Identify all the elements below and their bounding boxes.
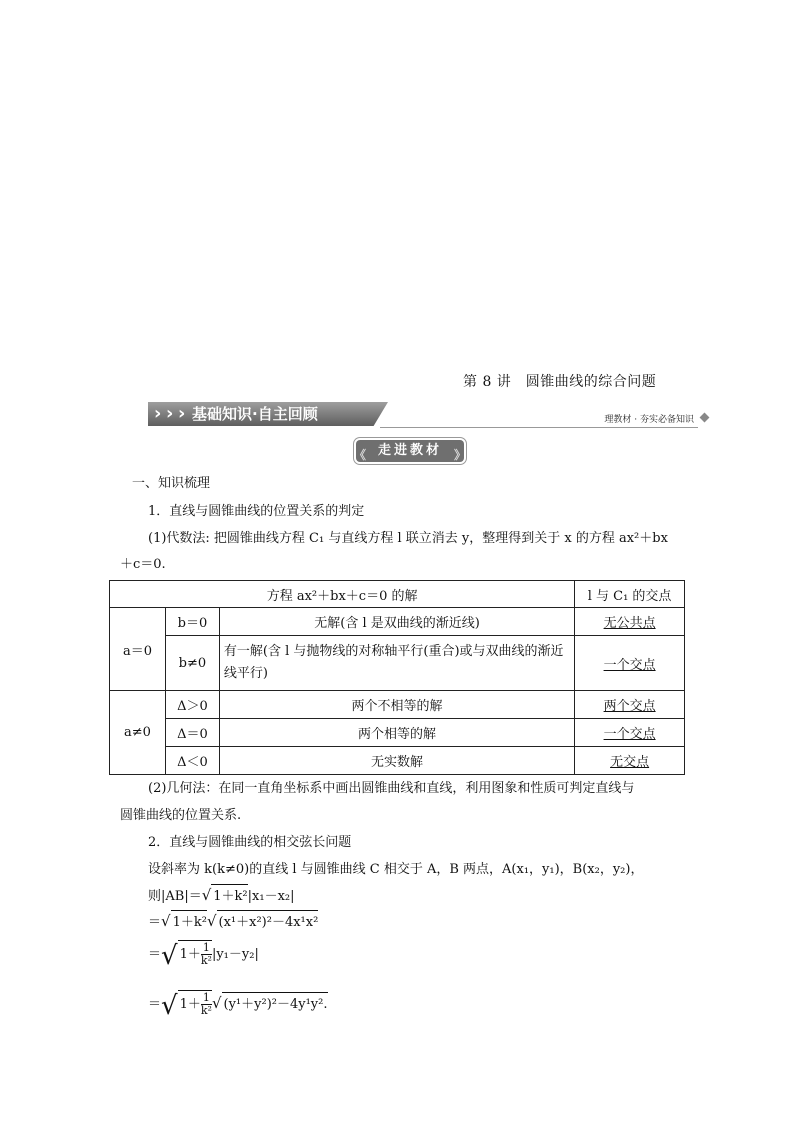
table-row: [110, 691, 685, 719]
item1-geometric-line2: 圆锥曲线的位置关系.: [120, 808, 242, 823]
formula-suffix: |y₁－y₂|: [211, 947, 259, 962]
sqrt-icon: √: [201, 886, 212, 904]
chevron-right-icon: ›: [154, 403, 162, 424]
formula-term: 1＋: [179, 997, 201, 1012]
enter-textbook-button[interactable]: [356, 440, 464, 462]
sqrt-icon: √: [211, 994, 222, 1012]
fraction-denominator: k²: [200, 1004, 212, 1017]
fraction: [201, 942, 212, 967]
formula-prefix: ＝: [148, 947, 162, 962]
formula-line-2: [148, 910, 318, 930]
formula-line-4: [148, 990, 328, 1021]
table-row: [110, 608, 685, 636]
item2-heading: 2．直线与圆锥曲线的相交弦长问题: [148, 835, 352, 850]
sqrt-icon: √: [206, 912, 217, 930]
chevron-right-icon: ›: [166, 403, 174, 424]
banner-title: 基础知识·自主回顾: [192, 405, 318, 423]
sqrt-body: 1＋k²: [211, 884, 247, 904]
bracket-right-icon: 》: [453, 448, 466, 462]
group-a-zero: a＝0: [110, 608, 166, 691]
table-row: [110, 636, 685, 691]
sqrt-icon: √: [161, 941, 178, 971]
sqrt-body: (y¹＋y²)²－4y¹y².: [222, 992, 328, 1012]
formula-suffix: |x₁－x₂|: [247, 889, 295, 904]
item2-intro: 设斜率为 k(k≠0)的直线 l 与圆锥曲线 C 相交于 A，B 两点，A(x₁，y₁)，B(x₂，y₂)，: [148, 862, 644, 877]
row-solution: 两个相等的解: [219, 719, 574, 747]
banner-divider: [380, 427, 698, 428]
sqrt-body: [178, 940, 212, 967]
row-solution: 无解(含 l 是双曲线的渐近线): [219, 608, 574, 636]
item1-heading: 1．直线与圆锥曲线的位置关系的判定: [148, 504, 365, 519]
row-intersection: 两个交点: [575, 691, 685, 719]
item1-paragraph-line1: (1)代数法: 把圆锥曲线方程 C₁ 与直线方程 l 联立消去 y，整理得到关于 x 的方程 ax²＋bx: [148, 531, 668, 546]
formula-prefix: ＝: [148, 915, 162, 930]
item1-paragraph-line2: ＋c＝0.: [120, 557, 166, 572]
page-title: 第 8 讲 圆锥曲线的综合问题: [463, 374, 657, 390]
row-intersection: 无交点: [575, 747, 685, 775]
button-label: 走进教材: [377, 443, 442, 458]
sqrt-body: 1＋k²: [171, 910, 207, 930]
chevron-right-icon: ›: [178, 403, 186, 424]
sqrt-body: (x¹＋x²)²－4x¹x²: [217, 910, 319, 930]
formula-line-1: [148, 884, 295, 904]
row-condition: Δ＞0: [165, 691, 219, 719]
banner-subtitle: 理教材 · 夯实必备知识: [604, 415, 694, 425]
group-a-nonzero: a≠0: [110, 691, 166, 775]
table-row: [110, 747, 685, 775]
header-solution: 方程 ax²＋bx＋c＝0 的解: [110, 581, 575, 608]
fraction-denominator: k²: [200, 954, 212, 967]
section-heading: 一、知识梳理: [132, 476, 211, 491]
sqrt-icon: √: [161, 991, 178, 1021]
sqrt-body: [178, 990, 212, 1017]
row-intersection: 无公共点: [575, 608, 685, 636]
table-header-row: [110, 581, 685, 608]
formula-prefix: 则|AB|＝: [148, 889, 202, 904]
item1-geometric-line1: (2)几何法：在同一直角坐标系中画出圆锥曲线和直线，利用图象和性质可判定直线与: [148, 781, 635, 796]
formula-term: 1＋: [179, 947, 201, 962]
fraction: [201, 992, 212, 1017]
section-banner: [148, 402, 708, 428]
diamond-icon: [700, 413, 710, 423]
fraction-numerator: 1: [201, 992, 212, 1005]
row-condition: Δ＜0: [165, 747, 219, 775]
solution-table: [109, 580, 685, 775]
row-solution: 有一解(含 l 与抛物线的对称轴平行(重合)或与双曲线的渐近线平行): [219, 636, 574, 691]
header-intersection: l 与 C₁ 的交点: [575, 581, 685, 608]
row-condition: b＝0: [165, 608, 219, 636]
formula-line-3: [148, 940, 259, 971]
fraction-numerator: 1: [201, 942, 212, 955]
bracket-left-icon: 《: [354, 448, 367, 462]
formula-prefix: ＝: [148, 997, 162, 1012]
row-condition: b≠0: [165, 636, 219, 691]
row-solution: 两个不相等的解: [219, 691, 574, 719]
row-intersection: 一个交点: [575, 636, 685, 691]
table-row: [110, 719, 685, 747]
row-condition: Δ＝0: [165, 719, 219, 747]
row-intersection: 一个交点: [575, 719, 685, 747]
row-solution: 无实数解: [219, 747, 574, 775]
sqrt-icon: √: [161, 912, 171, 930]
